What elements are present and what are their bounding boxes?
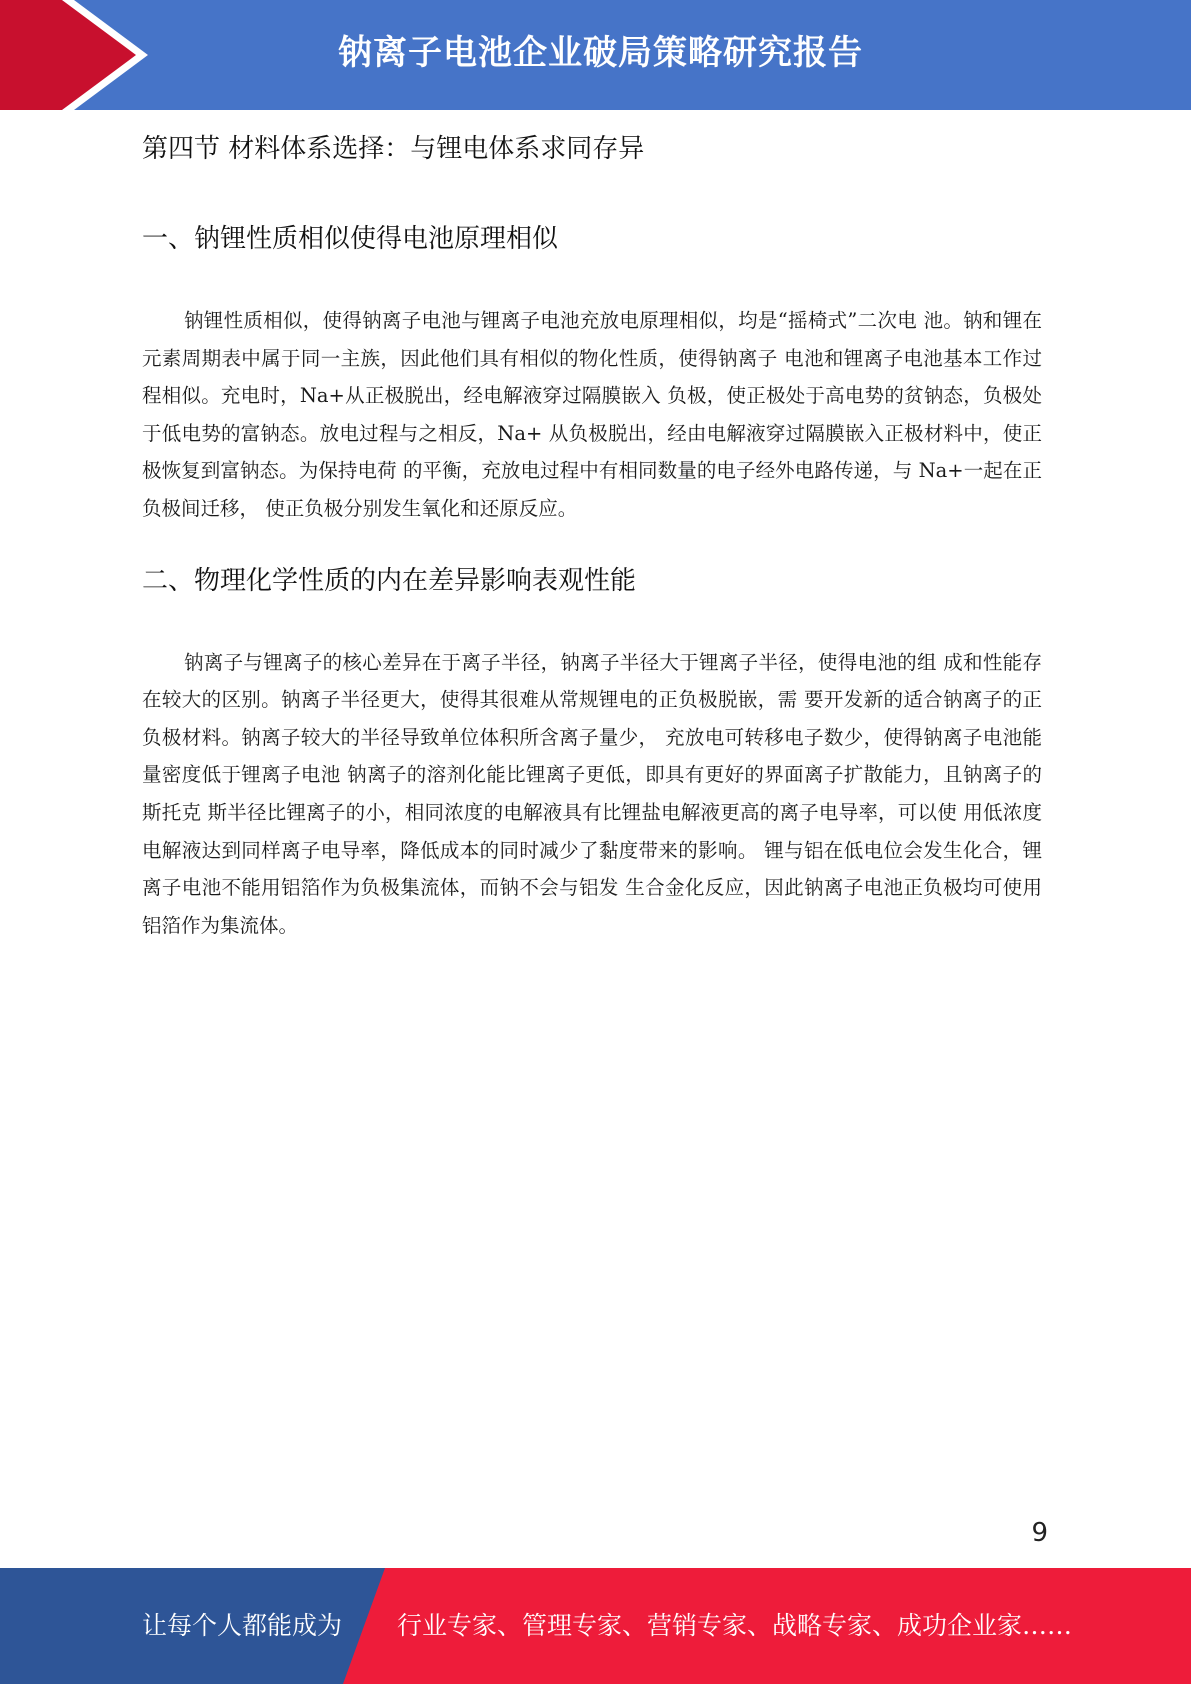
footer-slogan-left: 让每个人都能成为 <box>142 1611 343 1640</box>
subsection-heading-2: 二、物理化学性质的内在差异影响表观性能 <box>142 565 637 596</box>
subsection-paragraph-1: 钠锂性质相似，使得钠离子电池与锂离子电池充放电原理相似，均是“摇椅式”二次电 池。钠和锂在元素周期表中属于同一主族，因此他们具有相似的物化性质，使得钠离子 电池和锂离子电池基本工作过程相似。充电时，Na+从正极脱出，经电解液穿过隔膜嵌入 负极，使正极处于高电势的贫钠态，负极处于低电势的富钠态。放电过程与之相反，Na+ 从负极脱出，经由电解液穿过隔膜嵌入正极材料中，使正极恢复到富钠态。为保持电荷 的平衡，充放电过程中有相同数量的电子经外电路传递，与 Na+一起在正负极间迁移， 使正负极分别发生氧化和还原反应。 <box>142 309 1042 520</box>
footer-slogan-right: 行业专家、管理专家、营销专家、战略专家、成功企业家…… <box>397 1611 1073 1640</box>
page-number: 9 <box>1031 1518 1048 1548</box>
header-band <box>0 0 1191 110</box>
section-title: 第四节 材料体系选择：与锂电体系求同存异 <box>142 134 645 164</box>
page-content <box>142 126 1042 944</box>
footer-band <box>0 1568 1191 1684</box>
subsection-heading-1: 一、钠锂性质相似使得电池原理相似 <box>142 224 559 254</box>
report-title: 钠离子电池企业破局策略研究报告 <box>338 33 863 73</box>
subsection-paragraph-2: 钠离子与锂离子的核心差异在于离子半径，钠离子半径大于锂离子半径，使得电池的组 成和性能存在较大的区别。钠离子半径更大，使得其很难从常规锂电的正负极脱嵌，需 要开发新的适合钠离子的正负极材料。钠离子较大的半径导致单位体积所含离子量少， 充放电可转移电子数少，使得钠离子电池能量密度低于锂离子电池 钠离子的溶剂化能比锂离子更低，即具有更好的界面离子扩散能力，且钠离子的斯托克 斯半径比锂离子的小，相同浓度的电解液具有比锂盐电解液更高的离子电导率，可以使 用低浓度电解液达到同样离子电导率，降低成本的同时减少了黏度带来的影响。 锂与铝在低电位会发生化合，锂离子电池不能用铝箔作为负极集流体，而钠不会与铝发 生合金化反应，因此钠离子电池正负极均可使用铝箔作为集流体。 <box>142 650 1042 937</box>
